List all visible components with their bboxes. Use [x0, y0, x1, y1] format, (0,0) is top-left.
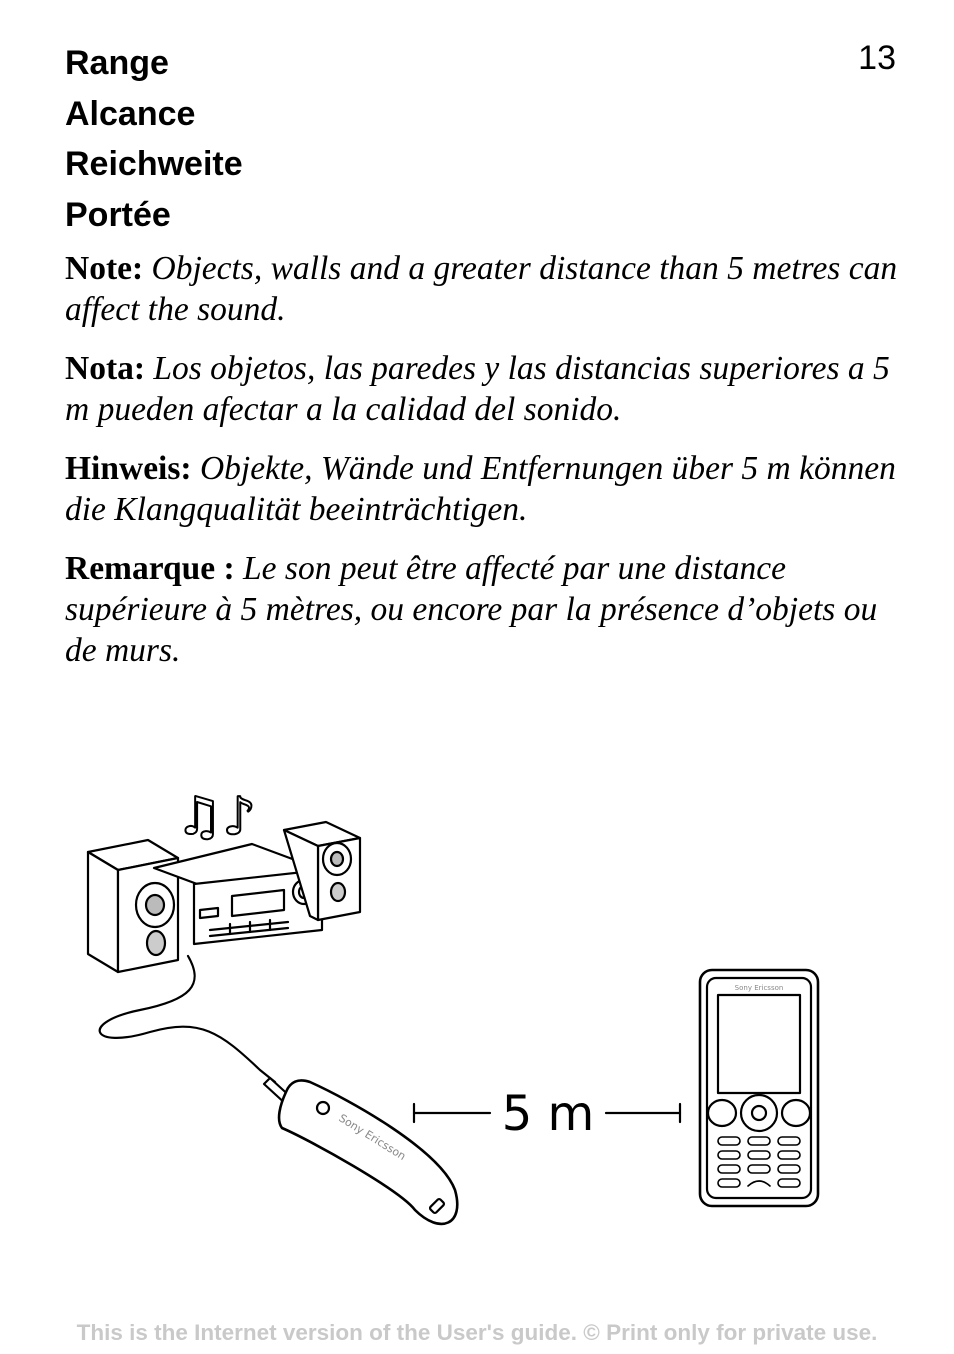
range-illustration [70, 770, 870, 1240]
page-number: 13 [858, 39, 896, 77]
note-text: Objects, walls and a greater distance than 5 metres can affect the sound. [65, 250, 898, 328]
note-text: Objekte, Wände und Entfernungen über 5 m können die Klangqualität beeinträchtigen. [65, 450, 896, 528]
music-notes-icon: ♫♪ [176, 787, 256, 847]
section-headings [65, 38, 243, 240]
phone-brand: Sony Ericsson [734, 984, 784, 992]
distance-marker [414, 1086, 680, 1142]
note-french [65, 548, 915, 671]
heading-german: Reichweite [65, 145, 243, 183]
note-german [65, 448, 915, 530]
heading-english: Range [65, 44, 169, 82]
heading-spanish: Alcance [65, 94, 196, 133]
note-english [65, 248, 915, 330]
transmitter-brand: Sony Ericsson [336, 1111, 409, 1164]
note-label: Remarque : [65, 550, 235, 587]
note-label: Nota: [65, 350, 146, 387]
mobile-phone-icon [700, 970, 818, 1206]
note-text: Los objetos, las paredes y las distancias superiores a 5 m pueden afectar a la calidad del sonido. [65, 350, 890, 428]
note-label: Hinweis: [65, 450, 192, 487]
footer-disclaimer: This is the Internet version of the User's guide. © Print only for private use. [76, 1320, 878, 1345]
note-text: Le son peut être affecté par une distance supérieure à 5 mètres, ou encore par la présence d’objets ou de murs. [65, 550, 878, 669]
heading-french: Portée [65, 195, 171, 234]
transmitter-icon [264, 1078, 457, 1224]
distance-label: 5 m [501, 1086, 595, 1142]
audio-cable [100, 956, 275, 1082]
left-speaker-icon [88, 840, 178, 972]
note-label: Note: [65, 250, 144, 287]
note-spanish [65, 348, 915, 430]
